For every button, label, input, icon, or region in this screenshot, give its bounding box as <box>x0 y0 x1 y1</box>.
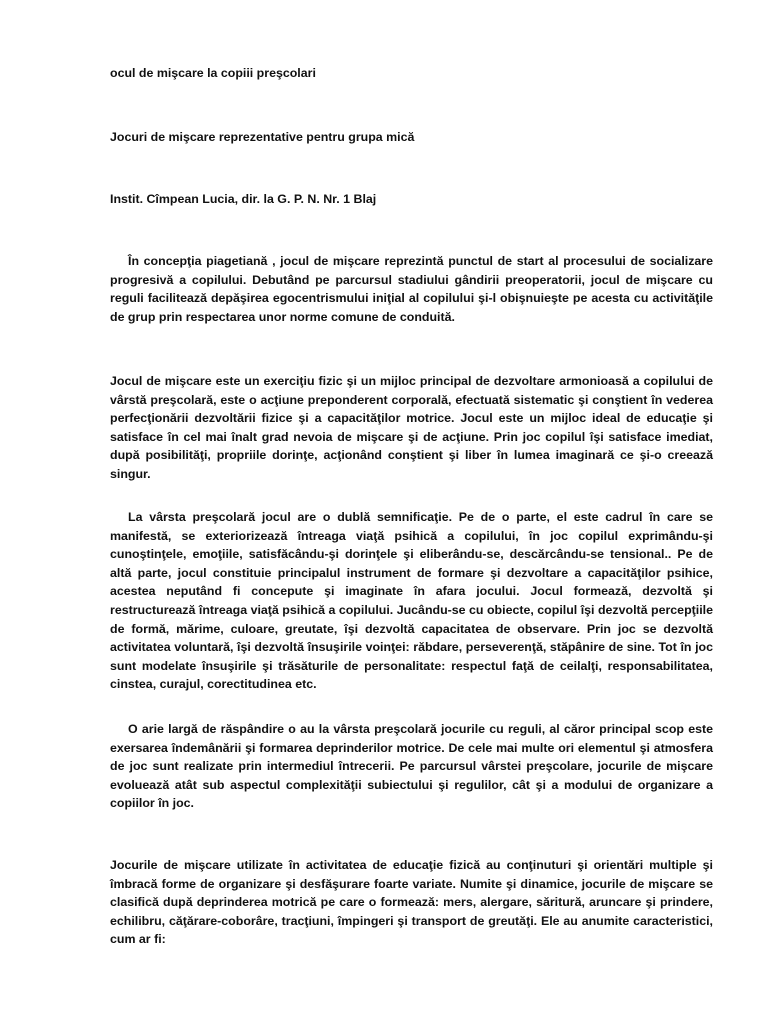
document-subtitle: Jocuri de mişcare reprezentative pentru grupa mică <box>110 130 415 144</box>
paragraph-4: O arie largă de răspândire o au la vârsta preşcolară jocurile cu reguli, al căror principal scop este exersarea îndemânării şi formarea deprinderilor motrice. De cele mai multe ori elementul şi atmosfera de joc sunt realizate prin intermediul întrecerii. Pe parcursul vârstei preşcolare, jocurile de mişcare evoluează atât sub aspectul complexităţii subiectului şi regulilor, cât şi a modului de organizare a copiilor în joc. <box>110 722 713 811</box>
document-title: ocul de mişcare la copiii preşcolari <box>110 66 316 80</box>
paragraph-2: Jocul de mişcare este un exerciţiu fizic şi un mijloc principal de dezvoltare armonioasă a copilului de vârstă preşcolară, este o acţiune preponderent corporală, efectuată sistematic şi conştient în vederea perfecţionării dezvoltării fizice şi a capacităţilor motrice. Jocul este un mijloc ideal de educaţie şi satisface în cel mai înalt grad nevoia de mişcare şi de acţiune. Prin joc copilul îşi satisface imediat, după posibilităţi, propriile dorinţe, acţionând conştient şi liber în lumea imaginară ce şi-o creează singur. <box>110 374 713 481</box>
author-line: Instit. Cîmpean Lucia, dir. la G. P. N. Nr. 1 Blaj <box>110 192 377 206</box>
paragraph-5: Jocurile de mişcare utilizate în activitatea de educaţie fizică au conţinuturi şi orientări multiple şi îmbracă forme de organizare şi desfăşurare foarte variate. Numite şi dinamice, jocurile de mişcare se clasifică după deprinderea motrică pe care o formează: mers, alergare, săritură, aruncare şi prindere, echilibru, căţărare-coborâre, tracţiuni, împingeri şi transport de greutăţi. Ele au anumite caracteristici, cum ar fi: <box>110 858 713 947</box>
paragraph-3: La vârsta preşcolară jocul are o dublă semnificaţie. Pe de o parte, el este cadrul în care se manifestă, se exteriorizează întreaga viaţă psihică a copilului, în joc copilul exprimându-şi cunoştinţele, emoţiile, satisfăcându-şi dorinţele şi eliberându-se, descărcându-se tensional.. Pe de altă parte, jocul constituie principalul instrument de formare şi dezvoltare a capacităţilor psihice, acestea neputând fi concepute şi imaginate în afara jocului. Jocul formează, dezvoltă şi restructurează întreaga viaţă psihică a copilului. Jucându-se cu obiecte, copilul îşi dezvoltă percepţiile de formă, mărime, culoare, greutate, îşi dezvoltă capacitatea de observare. Prin joc se dezvoltă activitatea voluntară, îşi dezvoltă însuşirile voinţei: răbdare, perseverenţă, stăpânire de sine. Tot în joc sunt modelate însuşirile şi trăsăturile de personalitate: respectul faţă de ceilalţi, responsabilitatea, cinstea, curajul, corectitudinea etc. <box>110 510 713 692</box>
paragraph-1: În concepţia piagetiană , jocul de mişcare reprezintă punctul de start al procesului de socializare progresivă a copilului. Debutând pe parcursul stadiului gândirii preoperatorii, jocul de mişcare cu reguli facilitează depăşirea egocentrismului iniţial al copilului şi-l obişnuieşte pe acesta cu activităţile de grup prin respectarea unor norme comune de conduită. <box>110 254 713 324</box>
